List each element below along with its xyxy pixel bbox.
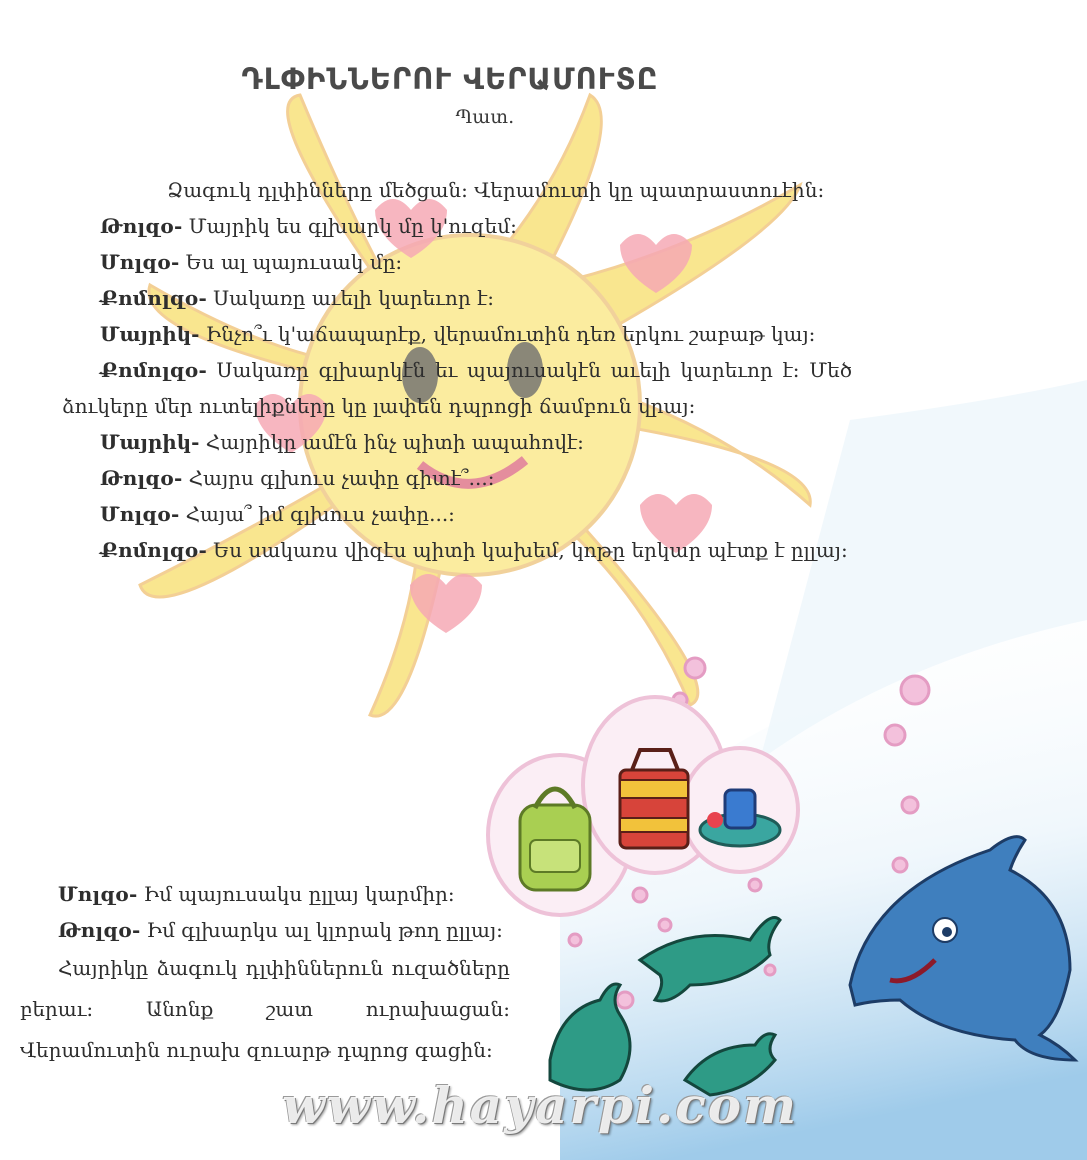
story-text-top	[62, 172, 852, 568]
intro-paragraph: Ձագուկ դլփինները մեծցան: Վերամուտի կը պատրաստուէին:	[167, 178, 825, 202]
speaker: Թոլզօ-	[100, 466, 183, 490]
dialogue-line	[20, 912, 510, 948]
dialogue-line	[62, 316, 852, 352]
line-text: Հայրիկը ամէն ինչ պիտի ապահովէ:	[199, 430, 584, 454]
dialogue-line	[62, 244, 852, 280]
dialogue-line	[62, 460, 852, 496]
speaker: Թոլզօ-	[100, 214, 183, 238]
dialogue-line	[62, 280, 852, 316]
dialogue-line	[62, 208, 852, 244]
dialogue-line	[62, 424, 852, 460]
closing-paragraph: Հայրիկը ձագուկ դլփիններուն ուզածները բերաւ: Անոնք շատ ուրախացան: Վերամուտին ուրախ զուարթ դպրոց գացին:	[20, 956, 510, 1062]
speaker: Մոլզօ-	[100, 250, 180, 274]
speaker: Քոմոլզօ-	[100, 358, 207, 382]
speaker: Մայրիկ-	[100, 430, 200, 454]
dolphin-icon	[850, 837, 1075, 1060]
dialogue-line	[62, 496, 852, 532]
dolphins-illustration	[470, 640, 1087, 1120]
line-text: Սակառը աւելի կարեւոր է:	[206, 286, 495, 310]
dialogue-line	[62, 352, 852, 424]
small-dolphins	[550, 918, 780, 1096]
speaker: Մոլզօ-	[58, 882, 138, 906]
line-text: Իմ գլխարկս ալ կլորակ թող ըլլայ:	[140, 918, 503, 942]
line-text: Ինչո՞ւ կ'աճապարէք, վերամուտին դեռ երկու շաբաթ կայ:	[199, 322, 816, 346]
line-text: Իմ պայուսակս ըլլայ կարմիր:	[137, 882, 455, 906]
speaker: Մայրիկ-	[100, 322, 200, 346]
speaker: Քոմոլզօ-	[100, 286, 207, 310]
speaker: Թոլզօ-	[58, 918, 141, 942]
story-title: ԴԼՓԻՆՆԵՐՈՒ ՎԵՐԱՄՈՒՏԸ	[241, 62, 659, 96]
line-text: Հայա՞ իմ գլխուս չափը...:	[179, 502, 455, 526]
story-subtitle: Պատ․	[455, 106, 515, 128]
line-text: Մայրիկ ես գլխարկ մը կ'ուզեմ:	[182, 214, 517, 238]
line-text: Սակառը գլխարկէն եւ պայուսակէն աւելի կարեւոր է: Մեծ ձուկերը մեր ուտելիքները կը լափեն դպրոցի ճամբուն վրայ:	[62, 358, 852, 418]
line-text: Հայրս գլխուս չափը գիտէ՞...:	[182, 466, 495, 490]
line-text: Ես սակառս վիզէս պիտի կախեմ, կոթը երկար պէտք է ըլլայ:	[206, 538, 848, 562]
speaker: Մոլզօ-	[100, 502, 180, 526]
dialogue-line	[20, 876, 510, 912]
speaker: Քոմոլզօ-	[100, 538, 207, 562]
line-text: Ես ալ պայուսակ մը:	[179, 250, 403, 274]
story-text-bottom	[20, 876, 510, 1071]
dialogue-line	[62, 532, 852, 568]
site-watermark: www.hayarpi.com	[281, 1076, 799, 1135]
